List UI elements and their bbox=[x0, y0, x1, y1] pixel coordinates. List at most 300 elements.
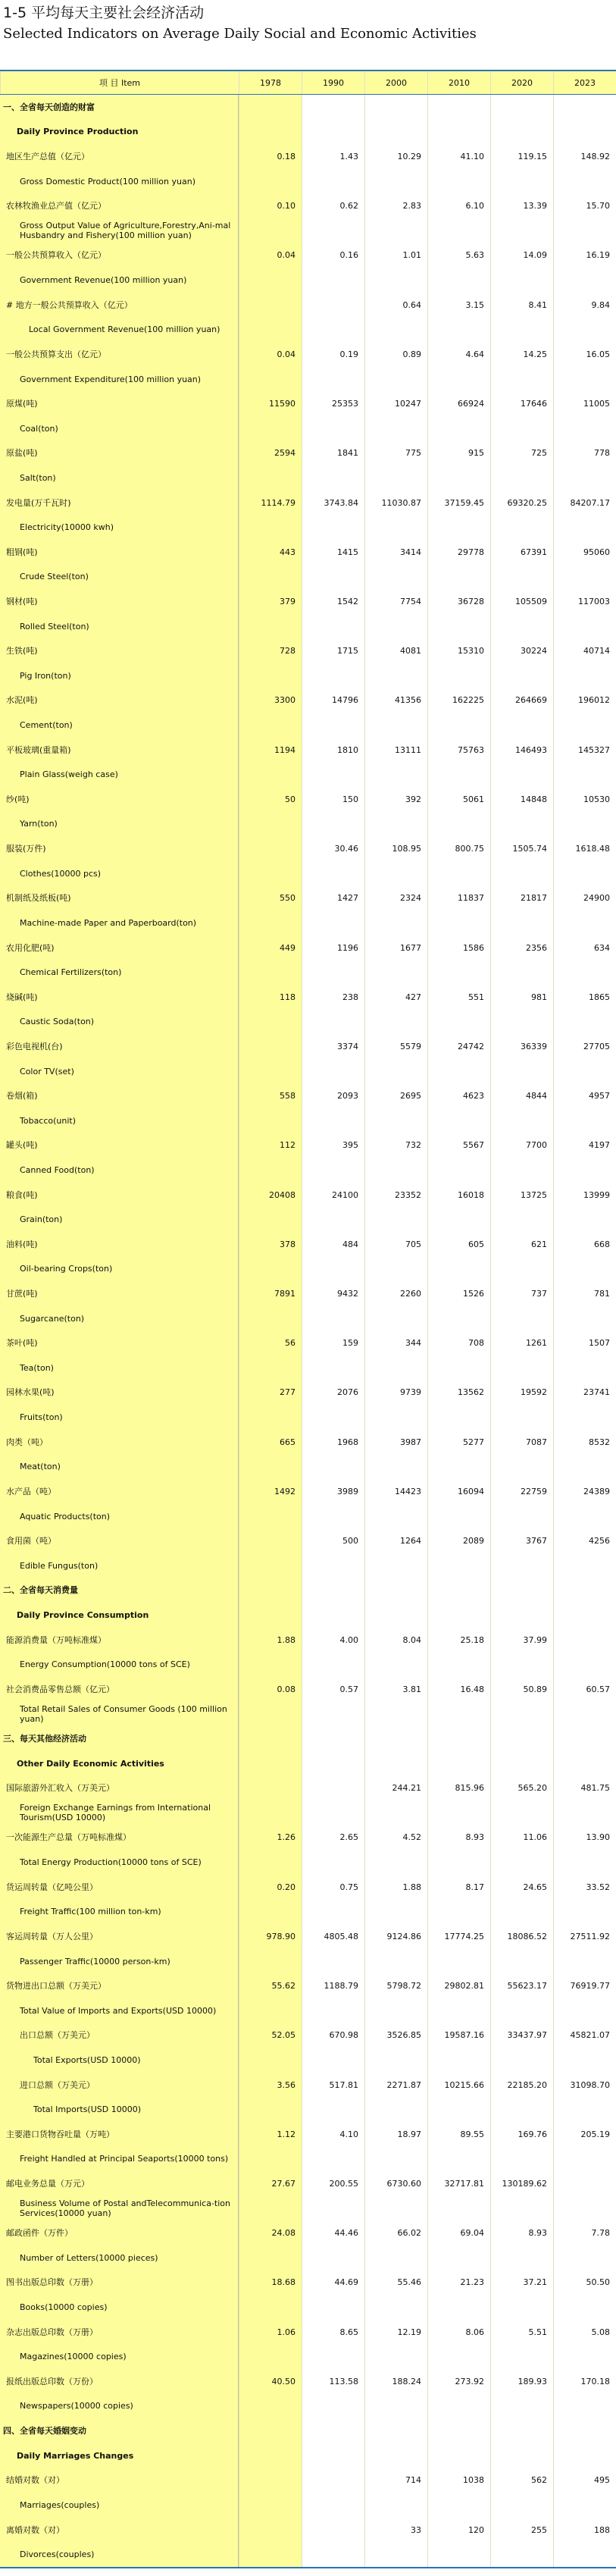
cell-value bbox=[490, 910, 553, 935]
cell-value bbox=[553, 2418, 616, 2443]
cell-value bbox=[427, 1998, 490, 2023]
cell-value: 32717.81 bbox=[427, 2171, 490, 2196]
cell-value: 725 bbox=[490, 441, 553, 466]
table-row bbox=[0, 614, 616, 639]
cell-value bbox=[490, 515, 553, 540]
cell-value bbox=[427, 95, 490, 120]
cell-value bbox=[302, 120, 364, 145]
cell-value: 1427 bbox=[302, 886, 364, 911]
cell-value: 3.81 bbox=[364, 1677, 427, 1702]
cell-value: 5061 bbox=[427, 787, 490, 812]
header-year: 1990 bbox=[302, 71, 364, 94]
cell-value: 60.57 bbox=[553, 1677, 616, 1702]
cell-value bbox=[364, 2048, 427, 2073]
row-label: 纱(吨) bbox=[0, 787, 239, 812]
cell-value: 130189.62 bbox=[490, 2171, 553, 2196]
cell-value: 728 bbox=[239, 638, 302, 663]
cell-value bbox=[427, 1158, 490, 1183]
cell-value bbox=[364, 910, 427, 935]
cell-value: 7087 bbox=[490, 1430, 553, 1455]
cell-value bbox=[364, 367, 427, 392]
cell-value: 1810 bbox=[302, 738, 364, 763]
cell-value bbox=[302, 2147, 364, 2172]
cell-value bbox=[553, 1207, 616, 1232]
cell-value bbox=[490, 1949, 553, 1974]
cell-value bbox=[553, 2097, 616, 2122]
cell-value: 17646 bbox=[490, 391, 553, 416]
cell-value: 55.62 bbox=[239, 1973, 302, 1998]
cell-value bbox=[302, 2418, 364, 2443]
cell-value: 1526 bbox=[427, 1281, 490, 1306]
table-row bbox=[0, 1479, 616, 1504]
cell-value: 10215.66 bbox=[427, 2073, 490, 2098]
cell-value: 95060 bbox=[553, 540, 616, 565]
cell-value bbox=[364, 2245, 427, 2270]
header-year: 1978 bbox=[239, 71, 302, 94]
cell-value: 3374 bbox=[302, 1034, 364, 1059]
cell-value bbox=[490, 1455, 553, 1480]
cell-value bbox=[427, 762, 490, 787]
cell-value: 150 bbox=[302, 787, 364, 812]
cell-value bbox=[302, 367, 364, 392]
table-row bbox=[0, 1158, 616, 1183]
cell-value bbox=[364, 465, 427, 490]
cell-value: 7891 bbox=[239, 1281, 302, 1306]
cell-value bbox=[427, 2418, 490, 2443]
cell-value: 76919.77 bbox=[553, 1973, 616, 1998]
cell-value bbox=[302, 1504, 364, 1529]
cell-value bbox=[427, 1010, 490, 1035]
cell-value: 1.88 bbox=[239, 1628, 302, 1653]
cell-value bbox=[490, 465, 553, 490]
cell-value bbox=[490, 812, 553, 837]
cell-value bbox=[239, 169, 302, 194]
cell-value: 2271.87 bbox=[364, 2073, 427, 2098]
cell-value: 2.83 bbox=[364, 193, 427, 218]
cell-value bbox=[553, 1726, 616, 1751]
cell-value: 1542 bbox=[302, 589, 364, 614]
cell-value: 0.62 bbox=[302, 193, 364, 218]
cell-value bbox=[364, 1578, 427, 1603]
cell-value bbox=[239, 1850, 302, 1875]
cell-value bbox=[553, 367, 616, 392]
row-label: Pig Iron(ton) bbox=[0, 663, 239, 688]
row-label: 一般公共预算收入（亿元） bbox=[0, 243, 239, 268]
cell-value: 1968 bbox=[302, 1430, 364, 1455]
cell-value: 112 bbox=[239, 1133, 302, 1158]
cell-value bbox=[302, 2344, 364, 2369]
cell-value bbox=[239, 1603, 302, 1628]
cell-value bbox=[553, 268, 616, 293]
cell-value bbox=[302, 2468, 364, 2493]
cell-value bbox=[553, 95, 616, 120]
cell-value: 36728 bbox=[427, 589, 490, 614]
cell-value bbox=[427, 1405, 490, 1430]
cell-value: 665 bbox=[239, 1430, 302, 1455]
row-label: Number of Letters(10000 pieces) bbox=[0, 2245, 239, 2270]
cell-value: 119.15 bbox=[490, 144, 553, 169]
cell-value bbox=[364, 1504, 427, 1529]
cell-value bbox=[427, 2394, 490, 2419]
cell-value bbox=[553, 1257, 616, 1282]
indicators-table bbox=[0, 70, 616, 2568]
row-label: 甘蔗(吨) bbox=[0, 1281, 239, 1306]
cell-value bbox=[302, 1949, 364, 1974]
cell-value bbox=[239, 1702, 302, 1727]
row-label: 货运周转量（亿吨公里） bbox=[0, 1875, 239, 1900]
row-label: Edible Fungus(ton) bbox=[0, 1553, 239, 1578]
cell-value: 118 bbox=[239, 985, 302, 1010]
cell-value: 4081 bbox=[364, 638, 427, 663]
cell-value: 13111 bbox=[364, 738, 427, 763]
cell-value: 14848 bbox=[490, 787, 553, 812]
row-label: Caustic Soda(ton) bbox=[0, 1010, 239, 1035]
cell-value: 714 bbox=[364, 2468, 427, 2493]
row-label: Rolled Steel(ton) bbox=[0, 614, 239, 639]
cell-value: 24389 bbox=[553, 1479, 616, 1504]
cell-value bbox=[364, 1751, 427, 1776]
cell-value: 3526.85 bbox=[364, 2023, 427, 2048]
table-row bbox=[0, 1455, 616, 1480]
cell-value: 148.92 bbox=[553, 144, 616, 169]
cell-value bbox=[364, 2493, 427, 2518]
row-label: 出口总额（万美元） bbox=[0, 2023, 239, 2048]
row-label: Yarn(ton) bbox=[0, 812, 239, 837]
cell-value: 500 bbox=[302, 1528, 364, 1553]
row-label: Daily Marriages Changes bbox=[0, 2443, 239, 2468]
table-row bbox=[0, 1603, 616, 1628]
row-label: Foreign Exchange Earnings from International Tourism(USD 10000) bbox=[0, 1800, 239, 1825]
table-row bbox=[0, 1825, 616, 1851]
table-row bbox=[0, 1059, 616, 1084]
cell-value: 0.16 bbox=[302, 243, 364, 268]
cell-value bbox=[553, 614, 616, 639]
table-row bbox=[0, 886, 616, 911]
table-row bbox=[0, 1652, 616, 1677]
cell-value: 146493 bbox=[490, 738, 553, 763]
cell-value bbox=[239, 293, 302, 318]
cell-value bbox=[239, 268, 302, 293]
table-row bbox=[0, 836, 616, 861]
row-label: Gross Output Value of Agriculture,Forestry,Ani-mal Husbandry and Fishery(100 million yuan) bbox=[0, 218, 239, 243]
cell-value bbox=[553, 1306, 616, 1331]
cell-value: 24.65 bbox=[490, 1875, 553, 1900]
cell-value bbox=[239, 960, 302, 985]
cell-value bbox=[427, 2295, 490, 2320]
cell-value: 55623.17 bbox=[490, 1973, 553, 1998]
table-row bbox=[0, 935, 616, 961]
cell-value bbox=[553, 1405, 616, 1430]
row-label: 原盐(吨) bbox=[0, 441, 239, 466]
table-row bbox=[0, 1875, 616, 1900]
cell-value: 117003 bbox=[553, 589, 616, 614]
cell-value: 10.29 bbox=[364, 144, 427, 169]
cell-value bbox=[302, 614, 364, 639]
cell-value: 0.64 bbox=[364, 293, 427, 318]
cell-value bbox=[490, 1059, 553, 1084]
table-row bbox=[0, 2542, 616, 2567]
cell-value: 558 bbox=[239, 1083, 302, 1108]
cell-value: 255 bbox=[490, 2518, 553, 2543]
cell-value bbox=[302, 2493, 364, 2518]
cell-value bbox=[553, 565, 616, 590]
cell-value: 18.97 bbox=[364, 2122, 427, 2147]
row-label: 农用化肥(吨) bbox=[0, 935, 239, 961]
row-label: 钢材(吨) bbox=[0, 589, 239, 614]
row-label: 平板玻璃(重量箱) bbox=[0, 738, 239, 763]
cell-value: 67391 bbox=[490, 540, 553, 565]
row-label: Clothes(10000 pcs) bbox=[0, 861, 239, 886]
cell-value: 14423 bbox=[364, 1479, 427, 1504]
cell-value: 108.95 bbox=[364, 836, 427, 861]
cell-value bbox=[364, 1603, 427, 1628]
cell-value: 41.10 bbox=[427, 144, 490, 169]
cell-value: 550 bbox=[239, 886, 302, 911]
cell-value bbox=[364, 1405, 427, 1430]
row-label: 服装(万件) bbox=[0, 836, 239, 861]
cell-value bbox=[553, 317, 616, 342]
cell-value bbox=[364, 1207, 427, 1232]
cell-value: 4623 bbox=[427, 1083, 490, 1108]
cell-value bbox=[239, 812, 302, 837]
cell-value bbox=[302, 2443, 364, 2468]
row-label: Grain(ton) bbox=[0, 1207, 239, 1232]
cell-value bbox=[553, 1603, 616, 1628]
cell-value bbox=[553, 2048, 616, 2073]
row-label: Electricity(10000 kwh) bbox=[0, 515, 239, 540]
table-row bbox=[0, 144, 616, 169]
cell-value bbox=[427, 1899, 490, 1924]
table-row bbox=[0, 2073, 616, 2098]
cell-value: 427 bbox=[364, 985, 427, 1010]
table-row bbox=[0, 1677, 616, 1702]
cell-value bbox=[239, 2245, 302, 2270]
cell-value: 2076 bbox=[302, 1380, 364, 1406]
cell-value: 10247 bbox=[364, 391, 427, 416]
cell-value: 8.17 bbox=[427, 1875, 490, 1900]
table-row bbox=[0, 268, 616, 293]
cell-value: 5277 bbox=[427, 1430, 490, 1455]
cell-value bbox=[239, 1306, 302, 1331]
cell-value bbox=[490, 2048, 553, 2073]
cell-value bbox=[553, 2147, 616, 2172]
row-label: 原煤(吨) bbox=[0, 391, 239, 416]
cell-value: 273.92 bbox=[427, 2369, 490, 2394]
cell-value bbox=[239, 465, 302, 490]
cell-value: 7700 bbox=[490, 1133, 553, 1158]
cell-value: 4.64 bbox=[427, 342, 490, 367]
cell-value bbox=[553, 218, 616, 243]
cell-value bbox=[239, 1726, 302, 1751]
cell-value: 37.99 bbox=[490, 1628, 553, 1653]
row-label: Magazines(10000 copies) bbox=[0, 2344, 239, 2369]
row-label: 邮电业务总量（万元） bbox=[0, 2171, 239, 2196]
cell-value bbox=[239, 1158, 302, 1183]
cell-value: 2260 bbox=[364, 1281, 427, 1306]
table-row bbox=[0, 1405, 616, 1430]
row-label: Daily Province Consumption bbox=[0, 1603, 239, 1628]
cell-value: 517.81 bbox=[302, 2073, 364, 2098]
cell-value: 1715 bbox=[302, 638, 364, 663]
cell-value: 17774.25 bbox=[427, 1924, 490, 1949]
row-label: Total Exports(USD 10000) bbox=[0, 2048, 239, 2073]
cell-value bbox=[427, 812, 490, 837]
cell-value bbox=[239, 2295, 302, 2320]
cell-value bbox=[364, 268, 427, 293]
cell-value bbox=[239, 713, 302, 738]
cell-value: 120 bbox=[427, 2518, 490, 2543]
cell-value: 495 bbox=[553, 2468, 616, 2493]
cell-value: 13.39 bbox=[490, 193, 553, 218]
cell-value bbox=[427, 2542, 490, 2567]
cell-value: 12.19 bbox=[364, 2320, 427, 2345]
cell-value bbox=[427, 1207, 490, 1232]
table-row bbox=[0, 713, 616, 738]
row-label: Machine-made Paper and Paperboard(ton) bbox=[0, 910, 239, 935]
cell-value: 24742 bbox=[427, 1034, 490, 1059]
cell-value bbox=[427, 1504, 490, 1529]
row-label: Total Value of Imports and Exports(USD 10000) bbox=[0, 1998, 239, 2023]
cell-value bbox=[427, 465, 490, 490]
cell-value: 3989 bbox=[302, 1479, 364, 1504]
table-row bbox=[0, 2443, 616, 2468]
cell-value: 4197 bbox=[553, 1133, 616, 1158]
cell-value: 705 bbox=[364, 1232, 427, 1257]
cell-value bbox=[490, 2196, 553, 2221]
cell-value bbox=[427, 1257, 490, 1282]
cell-value bbox=[427, 1553, 490, 1578]
cell-value bbox=[553, 169, 616, 194]
cell-value: 3767 bbox=[490, 1528, 553, 1553]
row-label: 报纸出版总印数（万份） bbox=[0, 2369, 239, 2394]
cell-value bbox=[239, 1998, 302, 2023]
cell-value bbox=[490, 2245, 553, 2270]
table-row bbox=[0, 1899, 616, 1924]
table-row bbox=[0, 638, 616, 663]
cell-value bbox=[553, 120, 616, 145]
cell-value: 25353 bbox=[302, 391, 364, 416]
cell-value bbox=[427, 2245, 490, 2270]
cell-value bbox=[427, 1949, 490, 1974]
cell-value bbox=[427, 713, 490, 738]
cell-value bbox=[302, 2097, 364, 2122]
cell-value: 4805.48 bbox=[302, 1924, 364, 1949]
cell-value bbox=[553, 416, 616, 441]
cell-value: 27511.92 bbox=[553, 1924, 616, 1949]
cell-value bbox=[239, 663, 302, 688]
cell-value bbox=[364, 565, 427, 590]
cell-value bbox=[490, 1850, 553, 1875]
row-label: 一般公共预算支出（亿元） bbox=[0, 342, 239, 367]
cell-value bbox=[239, 1800, 302, 1825]
cell-value bbox=[427, 416, 490, 441]
cell-value bbox=[364, 614, 427, 639]
cell-value: 66924 bbox=[427, 391, 490, 416]
table-row bbox=[0, 2295, 616, 2320]
cell-value: 1.01 bbox=[364, 243, 427, 268]
cell-value bbox=[364, 1553, 427, 1578]
cell-value bbox=[302, 2245, 364, 2270]
cell-value: 0.57 bbox=[302, 1677, 364, 1702]
cell-value bbox=[553, 910, 616, 935]
cell-value bbox=[553, 1108, 616, 1133]
cell-value bbox=[302, 169, 364, 194]
cell-value: 484 bbox=[302, 1232, 364, 1257]
cell-value bbox=[490, 1998, 553, 2023]
cell-value bbox=[239, 2418, 302, 2443]
cell-value: 69.04 bbox=[427, 2220, 490, 2245]
row-label: 邮政函件（万件） bbox=[0, 2220, 239, 2245]
cell-value bbox=[302, 1751, 364, 1776]
cell-value bbox=[427, 268, 490, 293]
cell-value: 8.41 bbox=[490, 293, 553, 318]
cell-value: 264669 bbox=[490, 688, 553, 713]
row-label: 烧碱(吨) bbox=[0, 985, 239, 1010]
cell-value: 0.75 bbox=[302, 1875, 364, 1900]
cell-value bbox=[553, 465, 616, 490]
cell-value: 2.65 bbox=[302, 1825, 364, 1851]
cell-value bbox=[490, 2542, 553, 2567]
cell-value bbox=[239, 861, 302, 886]
cell-value bbox=[239, 95, 302, 120]
cell-value bbox=[302, 293, 364, 318]
cell-value: 169.76 bbox=[490, 2122, 553, 2147]
cell-value: 1038 bbox=[427, 2468, 490, 2493]
cell-value bbox=[239, 1355, 302, 1380]
cell-value bbox=[239, 2344, 302, 2369]
cell-value bbox=[490, 1158, 553, 1183]
cell-value bbox=[490, 416, 553, 441]
row-label: 杂志出版总印数（万册） bbox=[0, 2320, 239, 2345]
cell-value: 55.46 bbox=[364, 2270, 427, 2296]
cell-value bbox=[239, 1207, 302, 1232]
cell-value bbox=[490, 1405, 553, 1430]
cell-value bbox=[364, 1306, 427, 1331]
cell-value: 69320.25 bbox=[490, 490, 553, 516]
row-label: Books(10000 copies) bbox=[0, 2295, 239, 2320]
row-label: Sugarcane(ton) bbox=[0, 1306, 239, 1331]
cell-value bbox=[427, 861, 490, 886]
cell-value: 0.04 bbox=[239, 342, 302, 367]
cell-value bbox=[553, 1010, 616, 1035]
cell-value: 392 bbox=[364, 787, 427, 812]
cell-value: 16.19 bbox=[553, 243, 616, 268]
cell-value bbox=[364, 1059, 427, 1084]
row-label: Local Government Revenue(100 million yuan) bbox=[0, 317, 239, 342]
cell-value bbox=[364, 2443, 427, 2468]
cell-value bbox=[427, 1603, 490, 1628]
cell-value bbox=[239, 1652, 302, 1677]
cell-value bbox=[364, 515, 427, 540]
cell-value bbox=[239, 1504, 302, 1529]
cell-value: 5798.72 bbox=[364, 1973, 427, 1998]
table-row bbox=[0, 1504, 616, 1529]
row-label: 油料(吨) bbox=[0, 1232, 239, 1257]
table-row bbox=[0, 2147, 616, 2172]
cell-value: 89.55 bbox=[427, 2122, 490, 2147]
cell-value: 145327 bbox=[553, 738, 616, 763]
header-year: 2020 bbox=[490, 71, 553, 94]
cell-value: 1865 bbox=[553, 985, 616, 1010]
cell-value: 981 bbox=[490, 985, 553, 1010]
cell-value bbox=[239, 762, 302, 787]
cell-value: 4.10 bbox=[302, 2122, 364, 2147]
table-row bbox=[0, 2270, 616, 2296]
table-row bbox=[0, 2418, 616, 2443]
cell-value bbox=[427, 1726, 490, 1751]
table-row bbox=[0, 1010, 616, 1035]
table-row bbox=[0, 1751, 616, 1776]
